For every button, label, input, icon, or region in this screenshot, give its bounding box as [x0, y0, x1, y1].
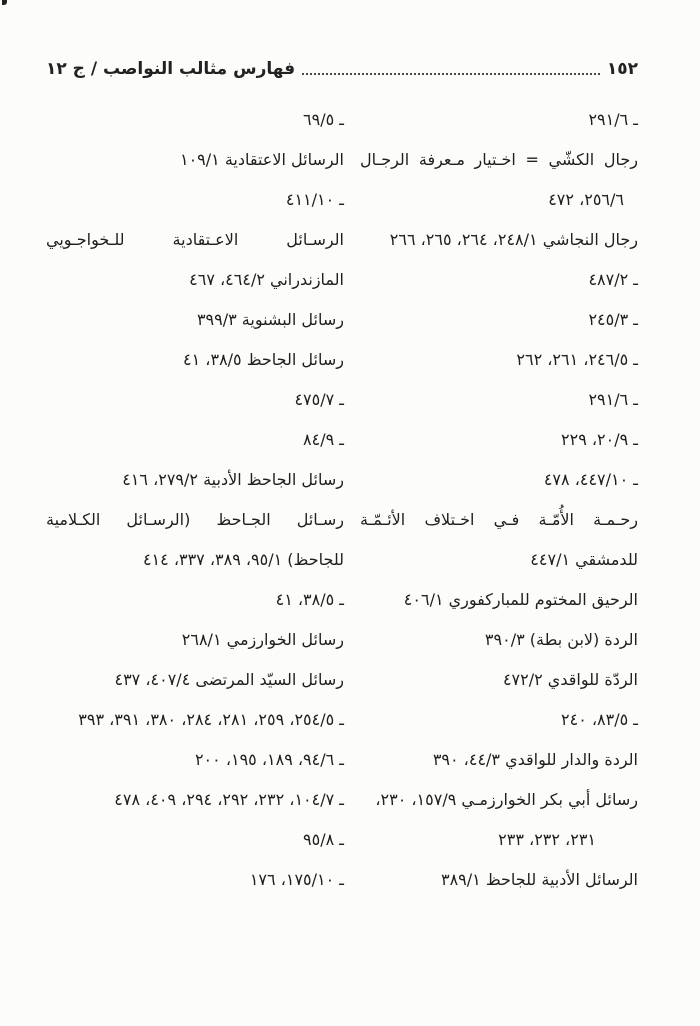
index-entry: رجال الكشّي = اخـتيار مـعرفة الرجـال [360, 150, 638, 169]
index-entry: ـ ١٧٥/١٠، ١٧٦ [249, 870, 344, 889]
index-entry: ـ ٢٠/٩، ٢٢٩ [561, 430, 638, 449]
index-entry: رسائل الخوارزمي ٢٦٨/١ [181, 630, 344, 649]
index-entry: رجال النجاشي ٢٤٨/١، ٢٦٤، ٢٦٥، ٢٦٦ [389, 230, 638, 249]
index-entry: ـ ٩٤/٦، ١٨٩، ١٩٥، ٢٠٠ [194, 750, 344, 769]
index-entry: ـ ٩٥/٨ [303, 830, 344, 849]
index-entry: رسائل أبي بكر الخوارزمـي ١٥٧/٩، ٢٣٠، [375, 790, 638, 809]
index-entry: الرسـائل الاعـتقادية للـخواجـويي [46, 230, 344, 249]
index-entry: رحـمـة الأُمّـة فـي اخـتلاف الأئـمّـة [360, 510, 638, 529]
index-entry: الردّة للواقدي ٤٧٢/٢ [502, 670, 638, 689]
dotted-leader [302, 72, 600, 75]
index-entry-continuation: ٢٣١، ٢٣٢، ٢٣٣ [498, 830, 596, 849]
index-entry: ـ ٣٨/٥، ٤١ [275, 590, 344, 609]
index-entry: الرسائل الاعتقادية ١٠٩/١ [179, 150, 344, 169]
index-entry: ـ ٢٤٥/٣ [588, 310, 638, 329]
index-entry: ـ ٢٩١/٦ [588, 390, 638, 409]
index-entry: ـ ٢٥٤/٥، ٢٥٩، ٢٨١، ٢٨٤، ٣٨٠، ٣٩١، ٣٩٣ [78, 710, 344, 729]
index-entry: رسائل السيّد المرتضى ٤٠٧/٤، ٤٣٧ [114, 670, 344, 689]
book-title: فهارس مثالب النواصب / ج ١٢ [46, 59, 296, 79]
index-entry: الرسائل الأدبية للجاحظ ٣٨٩/١ [440, 870, 638, 889]
index-entry-continuation: ٢٥٦/٦، ٤٧٢ [548, 190, 624, 209]
index-body [46, 100, 638, 900]
index-entry: رسائل الجاحظ الأدبية ٢٧٩/٢، ٤١٦ [122, 470, 344, 489]
index-entry: رسائل البشنوية ٣٩٩/٣ [196, 310, 344, 329]
index-entry: ـ ٢٤٦/٥، ٢٦١، ٢٦٢ [516, 350, 638, 369]
index-entry: ـ ٤١١/١٠ [285, 190, 344, 209]
index-entry-continuation: للجاحظ) ٩٥/١، ٣٨٩، ٣٣٧، ٤١٤ [142, 550, 344, 569]
index-entry: ـ ٨٤/٩ [303, 430, 344, 449]
index-column-right [360, 100, 638, 900]
index-entry: ـ ٤٧٥/٧ [294, 390, 344, 409]
index-entry: ـ ٦٩/٥ [303, 110, 344, 129]
running-header [46, 52, 638, 82]
index-entry-continuation: المازندراني ٤٦٤/٢، ٤٦٧ [189, 270, 344, 289]
index-entry-continuation: للدمشقي ٤٤٧/١ [530, 550, 638, 569]
index-entry: ـ ١٠٤/٧، ٢٣٢، ٢٩٢، ٢٩٤، ٤٠٩، ٤٧٨ [114, 790, 344, 809]
index-entry: ـ ٨٣/٥، ٢٤٠ [561, 710, 638, 729]
index-entry: الرحيق المختوم للمباركفوري ٤٠٦/١ [403, 590, 638, 609]
index-entry: رسـائل الجـاحظ (الرسـائل الكـلامية [46, 510, 344, 529]
scan-corner-artifact [2, 0, 7, 5]
page-number: ١٥٢ [606, 59, 638, 79]
index-entry: الردة والدار للواقدي ٤٤/٣، ٣٩٠ [432, 750, 638, 769]
index-entry: ـ ٤٨٧/٢ [588, 270, 638, 289]
index-entry: ـ ٢٩١/٦ [588, 110, 638, 129]
index-entry: ـ ٤٤٧/١٠، ٤٧٨ [543, 470, 638, 489]
index-entry: الردة (لابن بطة) ٣٩٠/٣ [484, 630, 638, 649]
index-column-left [46, 100, 344, 900]
index-entry: رسائل الجاحظ ٣٨/٥، ٤١ [183, 350, 344, 369]
